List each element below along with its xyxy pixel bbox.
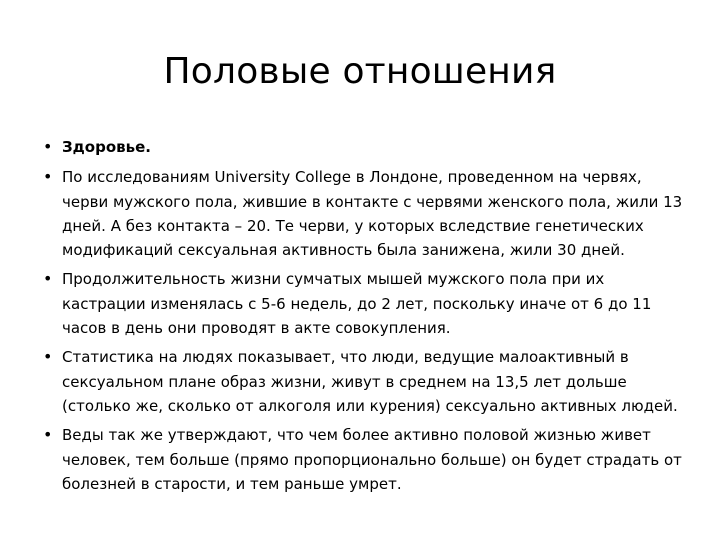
bullet-dot: •	[43, 137, 53, 156]
bullet-text: Продолжительность жизни сумчатых мышей мужского пола при их кастрации изменялась с 5-6 недель, до 2 лет, поскольку иначе от 6 до 11 часов в день они проводят в акте совокупления.	[62, 270, 652, 338]
bullet-item	[40, 267, 690, 340]
bullet-dot: •	[43, 425, 53, 445]
bullet-item	[40, 423, 690, 496]
bullet-dot: •	[43, 347, 53, 367]
slide-title: Половые отношения	[163, 51, 557, 92]
bullet-list	[40, 135, 690, 501]
bullet-item	[40, 165, 690, 262]
bullet-text: Здоровье.	[62, 138, 151, 156]
bullet-text: Веды так же утверждают, что чем более активно половой жизнью живет человек, тем больше (прямо пропорционально больше) он будет страдать от болезней в старости, и тем раньше умрет.	[62, 426, 682, 493]
bullet-item	[40, 135, 690, 159]
bullet-text: Статистика на людях показывает, что люди, ведущие малоактивный в сексуальном плане образ жизни, живут в среднем на 13,5 лет дольше (столько же, сколько от алкоголя или курения) сексуально активных людей.	[62, 348, 678, 415]
bullet-text: По исследованиям University College в Лондоне, проведенном на червях, черви мужского пола, жившие в контакте с червями женского пола, жили 13 дней. А без контакта – 20. Те черви, у которых вследствие генетических модификаций сексуальная активность была занижена, жили 30 дней.	[62, 168, 683, 260]
bullet-item	[40, 345, 690, 418]
bullet-dot: •	[43, 269, 53, 289]
bullet-dot: •	[43, 167, 53, 187]
